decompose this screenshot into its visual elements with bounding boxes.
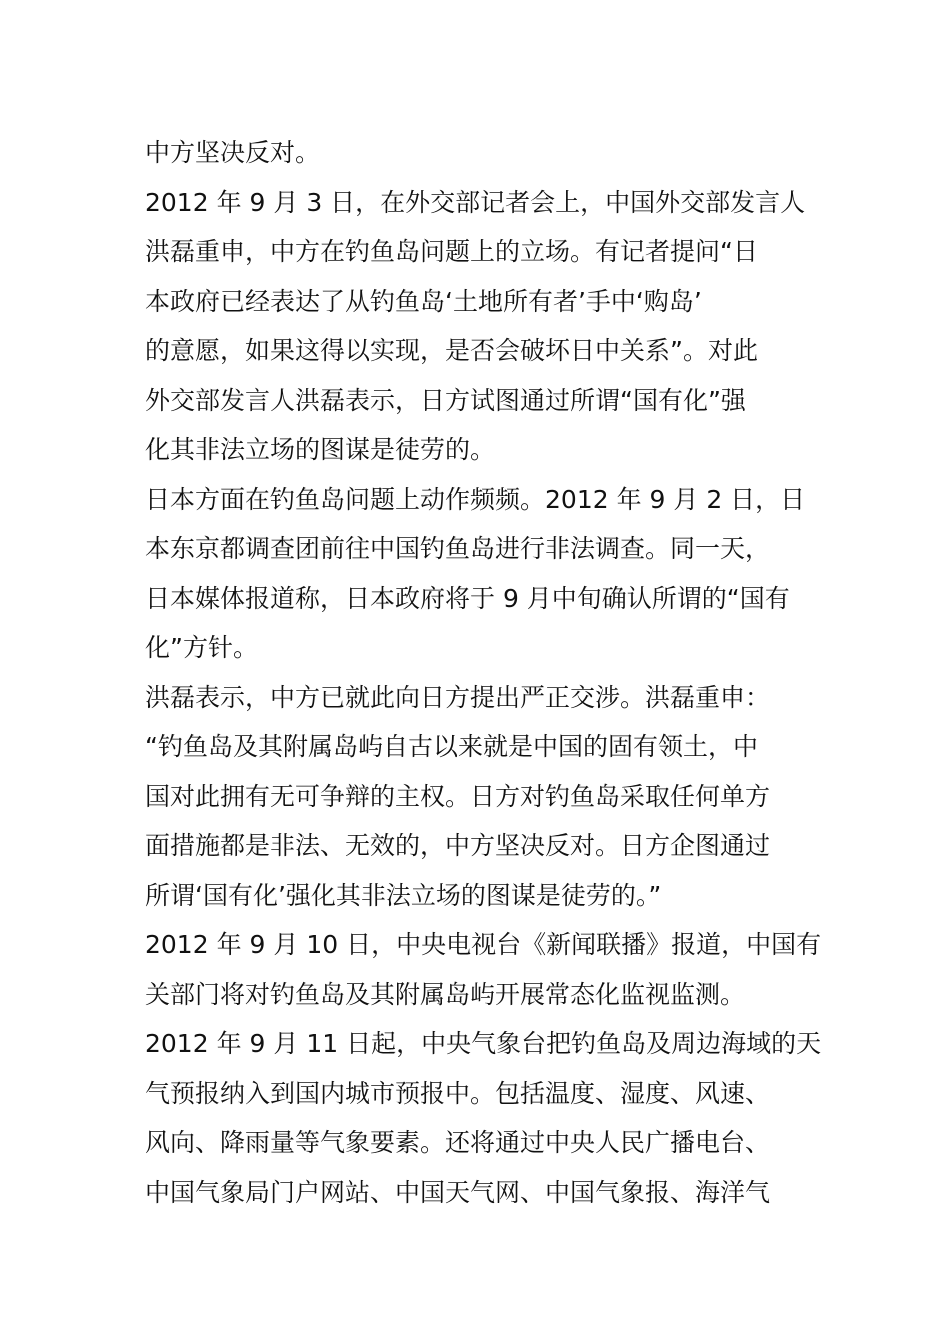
text-line: 面措施都是非法、无效的，中方坚决反对。日方企图通过 (145, 831, 771, 860)
text-line: 2012 年 9 月 10 日，中央电视台《新闻联播》报道，中国有 (145, 930, 822, 959)
text-line: 化其非法立场的图谋是徒劳的。 (145, 435, 496, 464)
text-line: 外交部发言人洪磊表示，日方试图通过所谓“国有化”强 (145, 385, 746, 415)
text-line: 日本方面在钓鱼岛问题上动作频频。2012 年 9 月 2 日，日 (145, 484, 806, 514)
text-line: 国对此拥有无可争辩的主权。日方对钓鱼岛采取任何单方 (145, 781, 771, 811)
text-line: 风向、降雨量等气象要素。还将通过中央人民广播电台、 (145, 1128, 771, 1157)
text-line: 日本媒体报道称，日本政府将于 9 月中旬确认所谓的“国有 (145, 583, 790, 613)
text-line: 气预报纳入到国内城市预报中。包括温度、湿度、风速、 (145, 1078, 771, 1108)
text-line: “钓鱼岛及其附属岛屿自古以来就是中国的固有领土，中 (145, 732, 758, 761)
text-line: 化”方针。 (145, 633, 258, 662)
text-line: 关部门将对钓鱼岛及其附属岛屿开展常态化监视监测。 (145, 979, 746, 1009)
text-line: 本政府已经表达了从钓鱼岛‘土地所有者’手中‘购岛’ (145, 286, 702, 316)
text-line: 本东京都调查团前往中国钓鱼岛进行非法调查。同一天， (145, 534, 771, 563)
text-line: 洪磊表示，中方已就此向日方提出严正交涉。洪磊重申： (145, 682, 771, 712)
text-line: 所谓‘国有化’强化其非法立场的图谋是徒劳的。” (145, 880, 662, 910)
body-text (145, 128, 822, 1217)
text-line: 中方坚决反对。 (145, 138, 321, 167)
text-line: 中国气象局门户网站、中国天气网、中国气象报、海洋气 (145, 1177, 771, 1207)
text-line: 洪磊重申，中方在钓鱼岛问题上的立场。有记者提问“日 (145, 237, 758, 266)
text-line: 2012 年 9 月 11 日起，中央气象台把钓鱼岛及周边海域的天 (145, 1029, 822, 1058)
text-line: 2012 年 9 月 3 日，在外交部记者会上，中国外交部发言人 (145, 187, 806, 217)
text-line: 的意愿，如果这得以实现，是否会破坏日中关系”。对此 (145, 336, 758, 365)
